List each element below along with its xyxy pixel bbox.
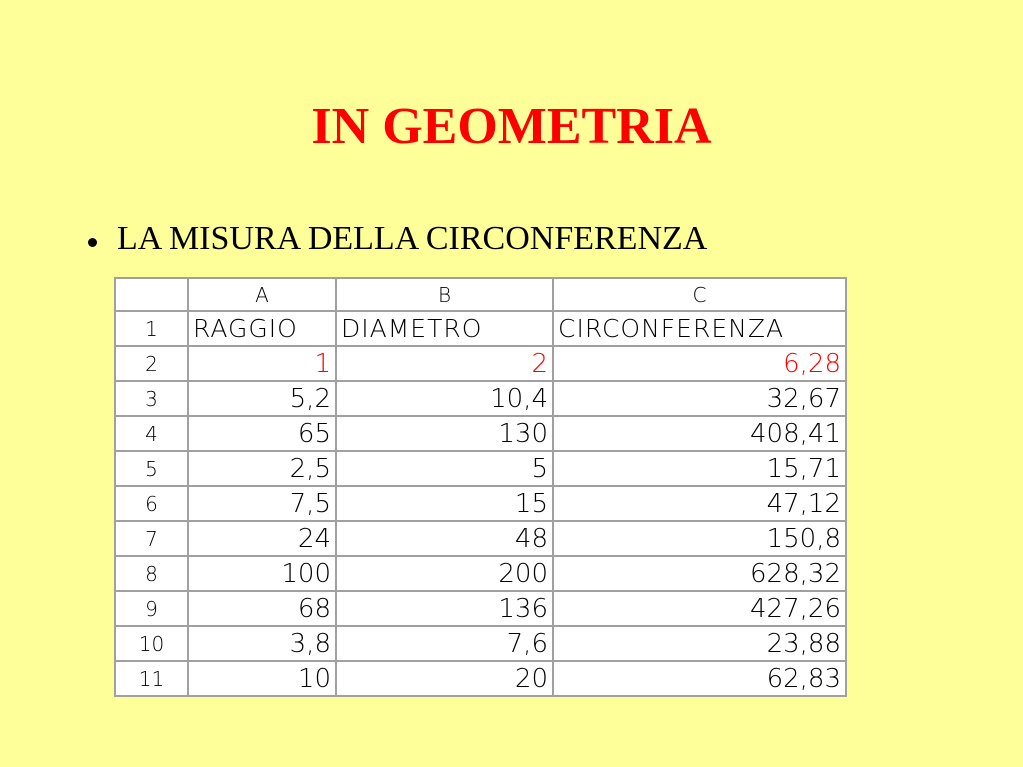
row-header[interactable]: 9	[115, 591, 188, 626]
cell-raggio[interactable]: 10	[188, 661, 336, 696]
cell-raggio[interactable]: 3,8	[188, 626, 336, 661]
column-header-c[interactable]: C	[553, 278, 846, 311]
cell-raggio[interactable]: 7,5	[188, 486, 336, 521]
table-row	[115, 591, 846, 626]
cell-circonferenza[interactable]: 408,41	[553, 416, 846, 451]
cell-diametro[interactable]: 10,4	[336, 381, 553, 416]
cell-circonferenza[interactable]: 23,88	[553, 626, 846, 661]
spreadsheet-table	[114, 277, 847, 697]
cell-raggio[interactable]: 1	[188, 346, 336, 381]
cell-diametro[interactable]: 15	[336, 486, 553, 521]
cell-diametro[interactable]: 20	[336, 661, 553, 696]
column-header-a[interactable]: A	[188, 278, 336, 311]
cell-raggio[interactable]: 65	[188, 416, 336, 451]
cell-circonferenza[interactable]: 62,83	[553, 661, 846, 696]
cell-diametro[interactable]: 48	[336, 521, 553, 556]
corner-cell[interactable]	[115, 278, 188, 311]
row-header[interactable]: 6	[115, 486, 188, 521]
row-header[interactable]: 5	[115, 451, 188, 486]
cell-circonferenza[interactable]: 427,26	[553, 591, 846, 626]
table-row	[115, 626, 846, 661]
row-header[interactable]: 3	[115, 381, 188, 416]
cell-raggio[interactable]: 24	[188, 521, 336, 556]
row-header[interactable]: 4	[115, 416, 188, 451]
cell-diametro[interactable]: 130	[336, 416, 553, 451]
table-row	[115, 486, 846, 521]
row-header[interactable]: 7	[115, 521, 188, 556]
cell-raggio[interactable]: 2,5	[188, 451, 336, 486]
cell-circonferenza[interactable]: 628,32	[553, 556, 846, 591]
row-header[interactable]: 10	[115, 626, 188, 661]
cell-circonferenza[interactable]: 47,12	[553, 486, 846, 521]
cell-raggio[interactable]: 5,2	[188, 381, 336, 416]
row-header[interactable]: 11	[115, 661, 188, 696]
cell-diametro[interactable]: 5	[336, 451, 553, 486]
table-row	[115, 416, 846, 451]
cell-circonferenza[interactable]: 15,71	[553, 451, 846, 486]
cell-circonferenza[interactable]: 32,67	[553, 381, 846, 416]
cell-diametro[interactable]: 2	[336, 346, 553, 381]
cell-diametro[interactable]: 7,6	[336, 626, 553, 661]
cell-circonferenza-header[interactable]: CIRCONFERENZA	[553, 311, 846, 346]
row-header[interactable]: 1	[115, 311, 188, 346]
table-row	[115, 381, 846, 416]
table-row	[115, 521, 846, 556]
slide-title: IN GEOMETRIA	[311, 98, 712, 155]
cell-raggio[interactable]: 68	[188, 591, 336, 626]
table-row	[115, 311, 846, 346]
bullet-text: LA MISURA DELLA CIRCONFERENZA	[117, 220, 708, 257]
table-row	[115, 661, 846, 696]
cell-diametro[interactable]: 136	[336, 591, 553, 626]
bullet-item	[88, 214, 707, 264]
cell-circonferenza[interactable]: 6,28	[553, 346, 846, 381]
cell-raggio[interactable]: 100	[188, 556, 336, 591]
cell-diametro-header[interactable]: DIAMETRO	[336, 311, 553, 346]
row-header[interactable]: 2	[115, 346, 188, 381]
table-row	[115, 451, 846, 486]
bullet-icon	[88, 238, 97, 247]
cell-diametro[interactable]: 200	[336, 556, 553, 591]
table-row	[115, 346, 846, 381]
row-header[interactable]: 8	[115, 556, 188, 591]
cell-raggio-header[interactable]: RAGGIO	[188, 311, 336, 346]
column-header-b[interactable]: B	[336, 278, 553, 311]
cell-circonferenza[interactable]: 150,8	[553, 521, 846, 556]
table-row	[115, 556, 846, 591]
column-header-row	[115, 278, 846, 311]
